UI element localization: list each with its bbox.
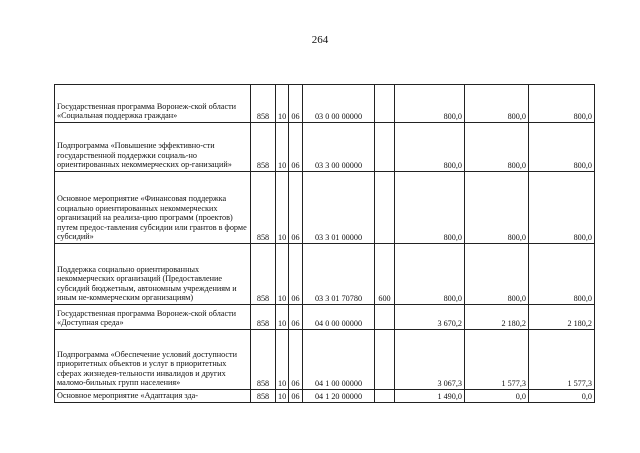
row-name: Государственная программа Воронеж-ской области «Доступная среда» [55,305,251,330]
amount-year-3: 800,0 [529,244,595,305]
grbs-code: 858 [251,172,276,244]
section-code: 10 [276,244,289,305]
subsection-code: 06 [289,330,303,390]
grbs-code: 858 [251,244,276,305]
target-article-code: 04 1 20 00000 [303,390,375,403]
subsection-code: 06 [289,85,303,123]
amount-year-1: 800,0 [395,244,465,305]
table-row [55,85,595,123]
amount-year-3: 800,0 [529,85,595,123]
amount-year-1: 3 670,2 [395,305,465,330]
section-code: 10 [276,330,289,390]
amount-year-1: 1 490,0 [395,390,465,403]
section-code: 10 [276,123,289,172]
amount-year-3: 800,0 [529,172,595,244]
subsection-code: 06 [289,244,303,305]
amount-year-2: 1 577,3 [465,330,529,390]
section-code: 10 [276,305,289,330]
amount-year-3: 0,0 [529,390,595,403]
row-name: Подпрограмма «Обеспечение условий доступности приоритетных объектов и услуг в приоритетных сферах жизнедея-тельности инвалидов и других маломо-бильных групп населения» [55,330,251,390]
expense-type-code [375,305,395,330]
amount-year-3: 1 577,3 [529,330,595,390]
section-code: 10 [276,85,289,123]
table-row [55,123,595,172]
expense-type-code [375,123,395,172]
table-row [55,330,595,390]
amount-year-2: 800,0 [465,85,529,123]
table-row [55,390,595,403]
budget-table [54,84,595,403]
grbs-code: 858 [251,123,276,172]
target-article-code: 03 3 01 00000 [303,172,375,244]
target-article-code: 03 0 00 00000 [303,85,375,123]
amount-year-1: 800,0 [395,85,465,123]
amount-year-3: 800,0 [529,123,595,172]
subsection-code: 06 [289,305,303,330]
grbs-code: 858 [251,305,276,330]
amount-year-1: 800,0 [395,172,465,244]
subsection-code: 06 [289,172,303,244]
amount-year-1: 800,0 [395,123,465,172]
amount-year-2: 2 180,2 [465,305,529,330]
row-name: Поддержка социально ориентированных некоммерческих организаций (Предоставление субсидий бюджетным, автономным учреждениям и иным не-коммерческим организациям) [55,244,251,305]
amount-year-1: 3 067,3 [395,330,465,390]
page-number: 264 [311,34,329,46]
grbs-code: 858 [251,330,276,390]
target-article-code: 04 0 00 00000 [303,305,375,330]
table-row [55,305,595,330]
amount-year-3: 2 180,2 [529,305,595,330]
row-name: Подпрограмма «Повышение эффективно-сти государственной поддержки социаль-но ориентированных некоммерческих ор-ганизаций» [55,123,251,172]
expense-type-code [375,390,395,403]
section-code: 10 [276,390,289,403]
target-article-code: 03 3 00 00000 [303,123,375,172]
amount-year-2: 800,0 [465,123,529,172]
row-name: Основное мероприятие «Адаптация зда- [55,390,251,403]
table-row [55,172,595,244]
expense-type-code [375,85,395,123]
expense-type-code: 600 [375,244,395,305]
table-row [55,244,595,305]
grbs-code: 858 [251,390,276,403]
amount-year-2: 0,0 [465,390,529,403]
amount-year-2: 800,0 [465,172,529,244]
row-name: Государственная программа Воронеж-ской области «Социальная поддержка граждан» [55,85,251,123]
grbs-code: 858 [251,85,276,123]
expense-type-code [375,330,395,390]
subsection-code: 06 [289,123,303,172]
target-article-code: 04 1 00 00000 [303,330,375,390]
row-name: Основное мероприятие «Финансовая поддержка социально ориентированных некоммерческих организаций на реализа-цию программ (проектов) путем предос-тавления субсидии или грантов в форме субсидий» [55,172,251,244]
subsection-code: 06 [289,390,303,403]
expense-type-code [375,172,395,244]
section-code: 10 [276,172,289,244]
target-article-code: 03 3 01 70780 [303,244,375,305]
amount-year-2: 800,0 [465,244,529,305]
